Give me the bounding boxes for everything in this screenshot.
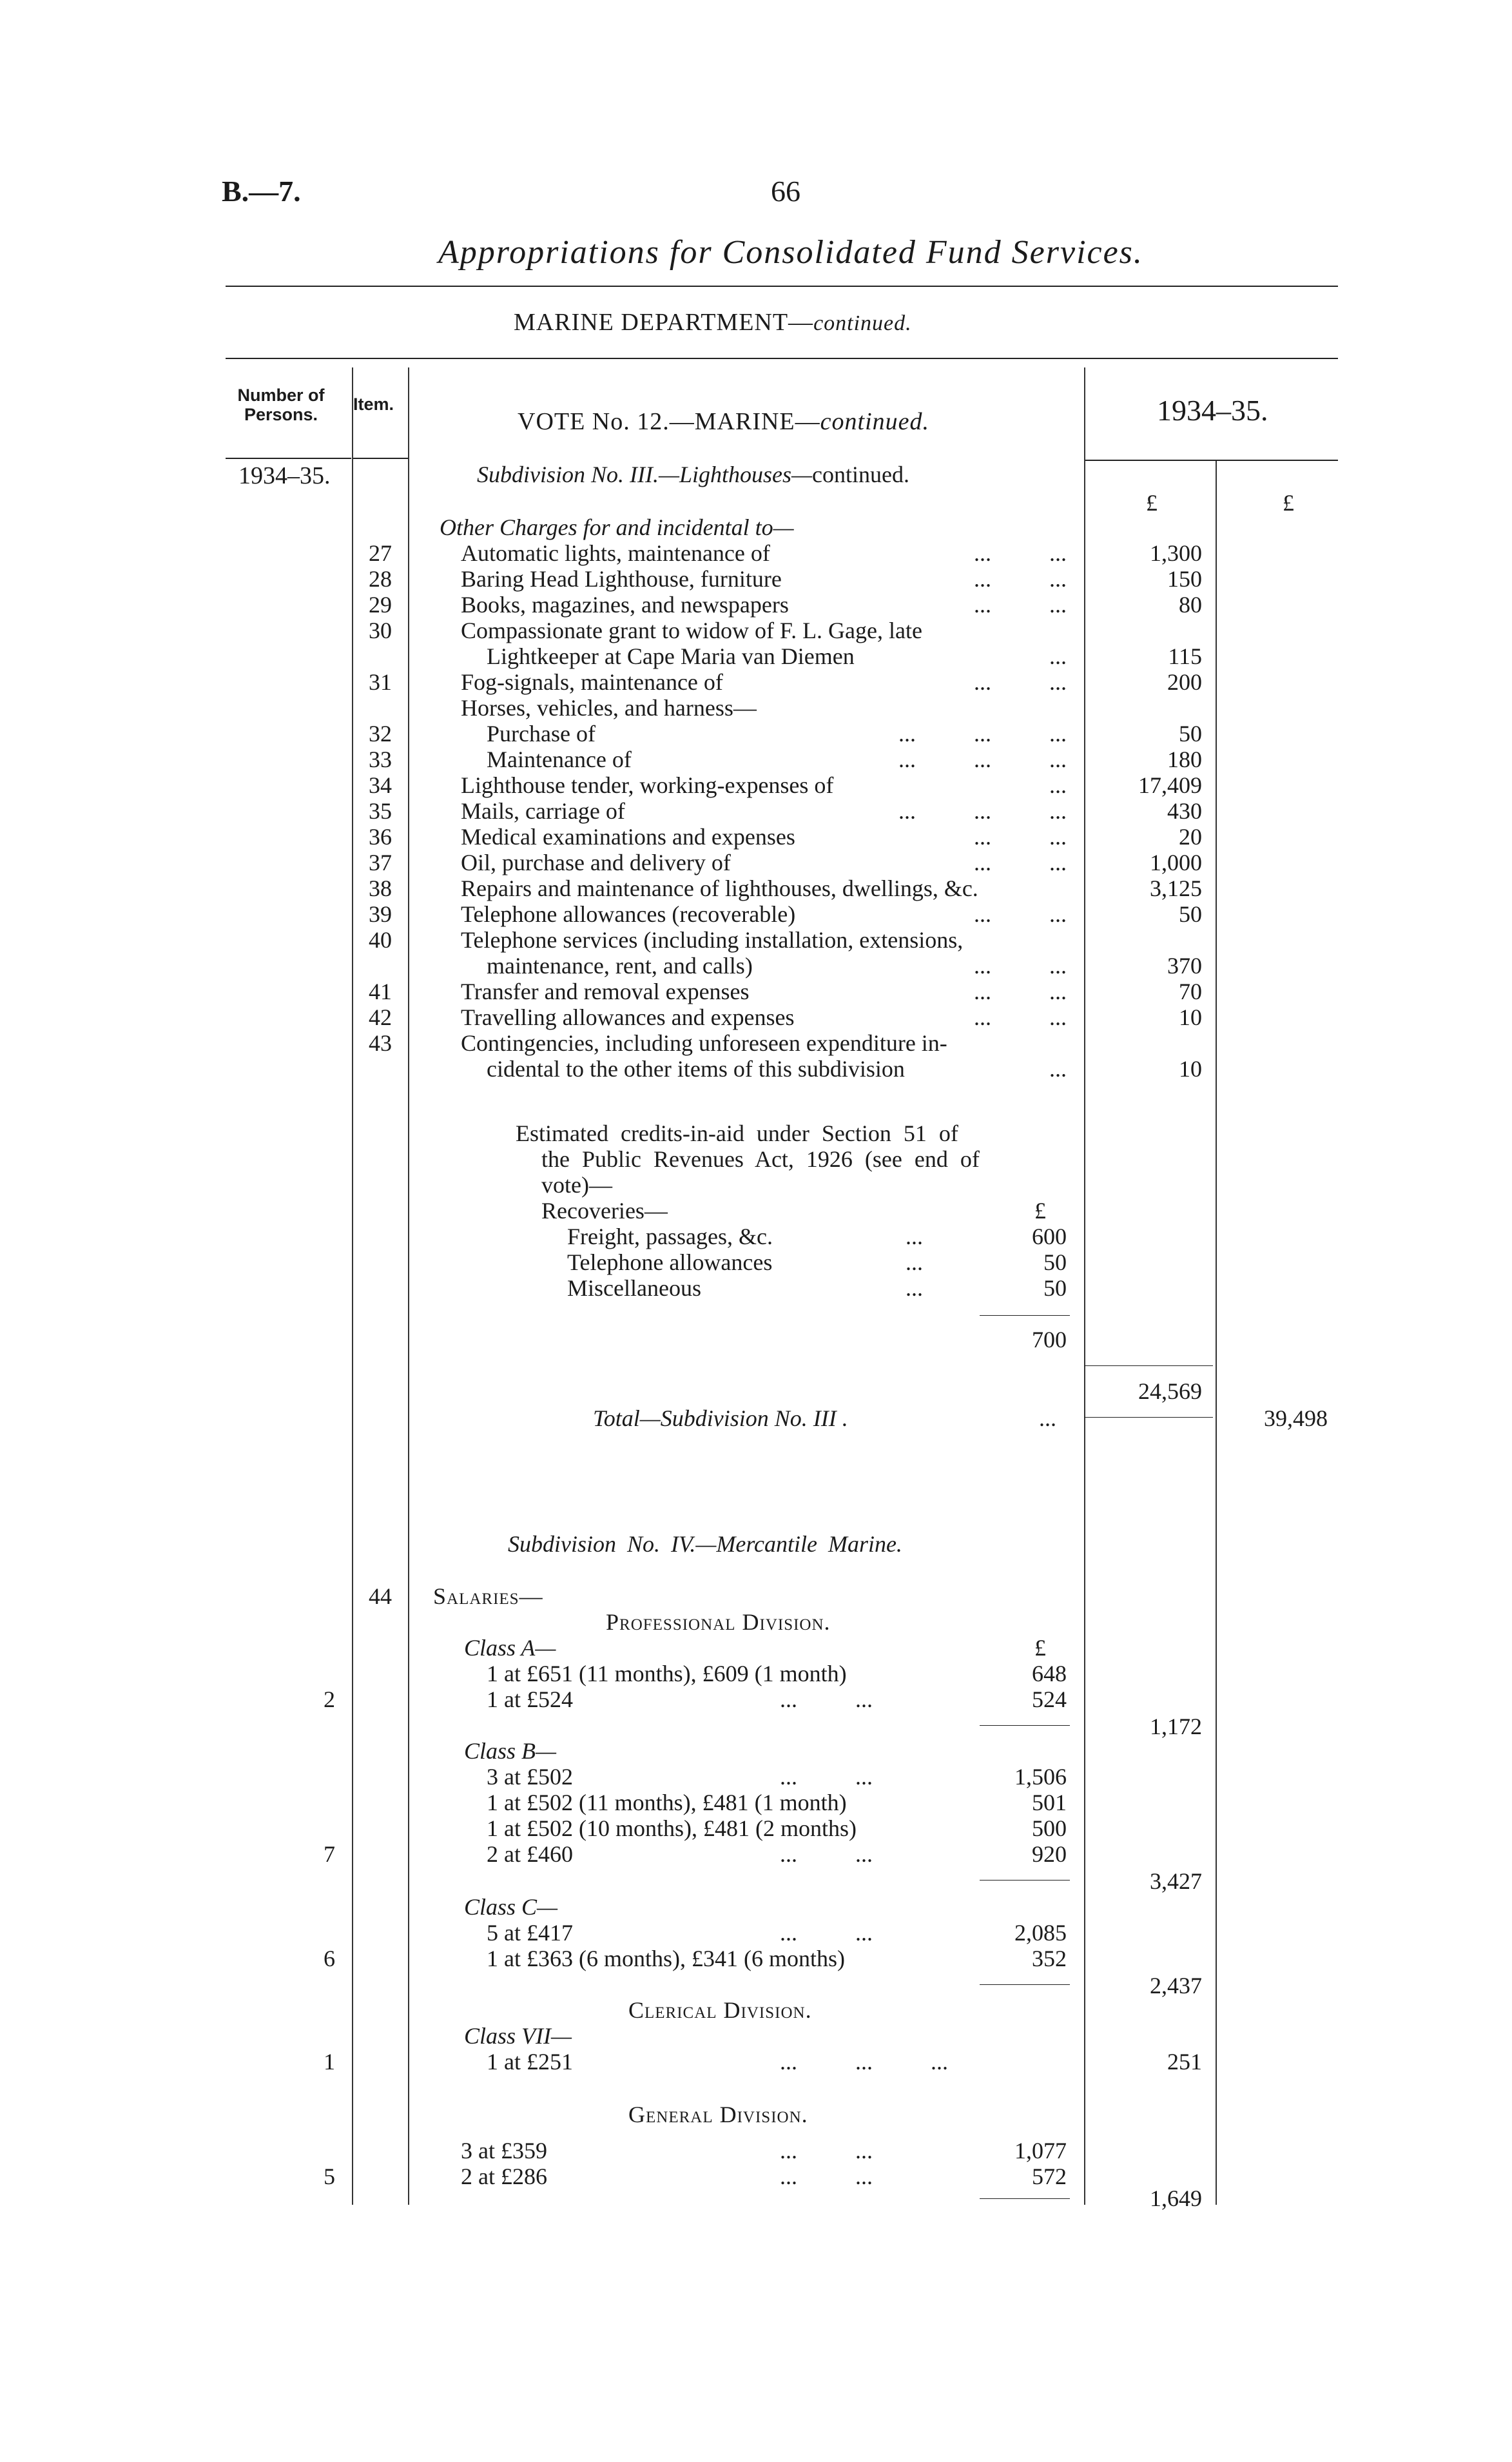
persons-header: Number of Persons.: [237, 386, 325, 424]
item-dots: ...: [1049, 1056, 1067, 1082]
recovery-amount: 50: [1043, 1275, 1067, 1301]
sub4-currency: £: [1034, 1635, 1046, 1661]
class-a-total: 1,172: [1150, 1714, 1202, 1739]
item-label: Lighthouse tender, working-expenses of: [461, 772, 834, 798]
salary-row-amount: 500: [1032, 1815, 1067, 1841]
recovery-amount: 600: [1032, 1224, 1067, 1249]
item-dots: ... ...: [974, 669, 1067, 695]
item-dots: ... ...: [974, 979, 1067, 1004]
salary-row-amount: 1,506: [1014, 1764, 1067, 1790]
sub3-total-dots: ...: [1039, 1405, 1056, 1431]
class-c-label: Class C—: [464, 1894, 558, 1920]
page-ref: B.—7.: [222, 175, 301, 208]
item-label: Fog-signals, maintenance of: [461, 669, 723, 695]
item-dots: ... ... ...: [898, 747, 1067, 772]
item-label: Lightkeeper at Cape Maria van Diemen: [487, 643, 855, 669]
vote-cont: continued.: [820, 408, 929, 435]
page-number: 66: [771, 175, 800, 208]
class-vii-row: 1 at £251: [487, 2049, 573, 2075]
general-total: 1,649: [1150, 2185, 1202, 2211]
general-rule: [980, 2198, 1070, 2199]
class-vii-amount: 251: [1167, 2049, 1202, 2075]
class-vii-label: Class VII—: [464, 2023, 572, 2049]
sub4-item-number: 44: [369, 1583, 392, 1609]
class-c-rule: [980, 1984, 1070, 1985]
credits-total: 700: [1032, 1327, 1067, 1353]
department-heading: [514, 308, 912, 337]
item-number: 39: [369, 901, 392, 927]
item-amount: 50: [1179, 721, 1202, 747]
class-b-persons: 7: [324, 1841, 335, 1867]
sub3-title-cont: continued.: [812, 462, 909, 487]
item-label: Purchase of: [487, 721, 596, 747]
item-number: 36: [369, 824, 392, 850]
class-c-total: 2,437: [1150, 1973, 1202, 1998]
item-label: Books, magazines, and newspapers: [461, 592, 789, 618]
item-label: Automatic lights, maintenance of: [461, 540, 770, 566]
title-rule: [226, 286, 1338, 287]
general-persons: 5: [324, 2164, 335, 2189]
item-label: Maintenance of: [487, 747, 632, 772]
item-number: 28: [369, 566, 392, 592]
sub3-title: [477, 462, 909, 487]
item-number: 27: [369, 540, 392, 566]
general-row-dots: ... ...: [780, 2138, 873, 2164]
vote-header: [518, 407, 929, 436]
item-label: Telephone services (including installation, extensions,: [461, 927, 964, 953]
sub3-title-text: Subdivision No. III.—Lighthouses—: [477, 462, 813, 487]
item-dots: ... ...: [974, 901, 1067, 927]
item-label: Compassionate grant to widow of F. L. Gage, late: [461, 618, 922, 643]
money-header-rule: [1084, 460, 1338, 461]
item-amount: 17,409: [1138, 772, 1202, 798]
salary-row-dots: ... ...: [780, 1920, 873, 1946]
salary-row-amount: 352: [1032, 1946, 1067, 1971]
item-label: Travelling allowances and expenses: [461, 1004, 795, 1030]
item-amount: 10: [1179, 1004, 1202, 1030]
page-title: Appropriations for Consolidated Fund Services.: [438, 234, 1143, 271]
item-amount: 70: [1179, 979, 1202, 1004]
salary-row-text: 1 at £502 (10 months), £481 (2 months): [487, 1815, 857, 1841]
item-label: maintenance, rent, and calls): [487, 953, 753, 979]
sub3-currency-2: £: [1283, 490, 1294, 516]
item-label: Transfer and removal expenses: [461, 979, 750, 1004]
general-row-text: 2 at £286: [461, 2164, 547, 2189]
sub3-currency-1: £: [1146, 490, 1158, 516]
item-label: Oil, purchase and delivery of: [461, 850, 731, 875]
sub3-subtotal: 24,569: [1138, 1378, 1202, 1404]
salary-row-amount: 524: [1032, 1686, 1067, 1712]
item-dots: ... ... ...: [898, 721, 1067, 747]
item-number: 32: [369, 721, 392, 747]
item-label: Telephone allowances (recoverable): [461, 901, 796, 927]
recovery-label: Telephone allowances: [567, 1249, 773, 1275]
recoveries-label: Recoveries—: [541, 1198, 668, 1224]
item-number: 40: [369, 927, 392, 953]
class-vii-persons: 1: [324, 2049, 335, 2075]
sub4-title: Subdivision No. IV.—Mercantile Marine.: [508, 1531, 902, 1557]
credits-line-3: vote)—: [541, 1172, 612, 1198]
class-b-total: 3,427: [1150, 1868, 1202, 1894]
item-dots: ... ...: [974, 566, 1067, 592]
sub3-total: 39,498: [1264, 1405, 1328, 1431]
other-charges-heading: Other Charges for and incidental to—: [440, 514, 794, 540]
item-dots: ... ...: [974, 850, 1067, 875]
credits-line-2: the Public Revenues Act, 1926 (see end of: [541, 1146, 980, 1172]
item-label: Horses, vehicles, and harness—: [461, 695, 757, 721]
salary-row-amount: 2,085: [1014, 1920, 1067, 1946]
general-row-dots: ... ...: [780, 2164, 873, 2189]
item-number: 42: [369, 1004, 392, 1030]
salary-row-dots: ... ...: [780, 1764, 873, 1790]
clerical-division-heading: Clerical Division.: [628, 1997, 812, 2023]
salary-row-dots: ... ...: [780, 1841, 873, 1867]
item-header-rule: [353, 458, 409, 459]
item-number: 29: [369, 592, 392, 618]
recovery-dots: ...: [906, 1249, 923, 1275]
item-amount: 3,125: [1150, 875, 1202, 901]
item-header: Item.: [353, 395, 394, 414]
credits-rule: [980, 1315, 1070, 1316]
credits-line-1: Estimated credits-in-aid under Section 51 of: [516, 1120, 958, 1146]
class-b-label: Class B—: [464, 1738, 557, 1764]
salary-row-text: 1 at £363 (6 months), £341 (6 months): [487, 1946, 845, 1971]
item-dots: ... ...: [974, 592, 1067, 618]
item-amount: 80: [1179, 592, 1202, 618]
class-a-label: Class A—: [464, 1635, 556, 1661]
item-number: 30: [369, 618, 392, 643]
item-amount: 180: [1167, 747, 1202, 772]
salary-row-text: 2 at £460: [487, 1841, 573, 1867]
table-top-rule: [226, 358, 1338, 359]
general-row-amount: 572: [1032, 2164, 1067, 2189]
class-a-rule: [980, 1725, 1070, 1726]
salary-row-dots: ... ...: [780, 1686, 873, 1712]
item-number: 33: [369, 747, 392, 772]
vote-title: VOTE No. 12.—MARINE—: [518, 408, 820, 435]
salary-row-amount: 501: [1032, 1790, 1067, 1815]
recoveries-currency: £: [1034, 1198, 1046, 1224]
salary-row-text: 1 at £502 (11 months), £481 (1 month): [487, 1790, 847, 1815]
salary-row-text: 3 at £502: [487, 1764, 573, 1790]
salary-row-text: 1 at £524: [487, 1686, 573, 1712]
department-name: MARINE DEPARTMENT—: [514, 309, 814, 336]
salaries-heading: Salaries—: [433, 1583, 543, 1609]
item-column-rule: [408, 367, 409, 2205]
item-label: Contingencies, including unforeseen expenditure in-: [461, 1030, 947, 1056]
subtotal-rule-bottom: [1084, 1417, 1213, 1418]
item-amount: 115: [1168, 643, 1202, 669]
item-label: Baring Head Lighthouse, furniture: [461, 566, 782, 592]
item-amount: 1,300: [1150, 540, 1202, 566]
item-label: cidental to the other items of this subdivision: [487, 1056, 905, 1082]
item-amount: 150: [1167, 566, 1202, 592]
sub3-total-label: Total—Subdivision No. III .: [593, 1405, 848, 1431]
general-row-text: 3 at £359: [461, 2138, 547, 2164]
salary-row-amount: 920: [1032, 1841, 1067, 1867]
item-dots: ...: [1049, 643, 1067, 669]
year-header: 1934–35.: [1157, 394, 1268, 427]
general-division-heading: General Division.: [628, 2102, 808, 2127]
item-dots: ...: [1049, 772, 1067, 798]
class-vii-dots: ... ... ...: [780, 2049, 948, 2075]
salary-row-amount: 648: [1032, 1661, 1067, 1686]
class-a-persons: 2: [324, 1686, 335, 1712]
class-b-rule: [980, 1880, 1070, 1881]
class-c-persons: 6: [324, 1946, 335, 1971]
recovery-amount: 50: [1043, 1249, 1067, 1275]
recovery-label: Freight, passages, &c.: [567, 1224, 773, 1249]
item-number: 31: [369, 669, 392, 695]
persons-year: 1934–35.: [238, 462, 331, 489]
item-dots: ... ...: [974, 824, 1067, 850]
persons-header-rule: [226, 458, 351, 459]
recovery-label: Miscellaneous: [567, 1275, 701, 1301]
item-amount: 200: [1167, 669, 1202, 695]
item-dots: ... ...: [974, 1004, 1067, 1030]
general-row-amount: 1,077: [1014, 2138, 1067, 2164]
item-amount: 1,000: [1150, 850, 1202, 875]
item-dots: ... ...: [974, 540, 1067, 566]
item-amount: 20: [1179, 824, 1202, 850]
item-number: 41: [369, 979, 392, 1004]
item-amount: 10: [1179, 1056, 1202, 1082]
salary-row-text: 5 at £417: [487, 1920, 573, 1946]
item-label: Medical examinations and expenses: [461, 824, 795, 850]
department-cont: continued.: [813, 311, 912, 335]
item-amount: 50: [1179, 901, 1202, 927]
recovery-dots: ...: [906, 1275, 923, 1301]
recovery-dots: ...: [906, 1224, 923, 1249]
item-number: 34: [369, 772, 392, 798]
money-column-rule: [1084, 367, 1085, 2205]
item-label: Mails, carriage of: [461, 798, 625, 824]
item-amount: 430: [1167, 798, 1202, 824]
item-number: 35: [369, 798, 392, 824]
item-dots: ... ...: [974, 953, 1067, 979]
salary-row-text: 1 at £651 (11 months), £609 (1 month): [487, 1661, 847, 1686]
item-dots: ... ... ...: [898, 798, 1067, 824]
item-number: 43: [369, 1030, 392, 1056]
item-amount: 370: [1167, 953, 1202, 979]
item-number: 38: [369, 875, 392, 901]
money-inner-rule: [1216, 461, 1217, 2205]
professional-division-heading: Professional Division.: [606, 1609, 831, 1635]
item-number: 37: [369, 850, 392, 875]
subtotal-rule-top: [1084, 1365, 1213, 1366]
item-label: Repairs and maintenance of lighthouses, dwellings, &c.: [461, 875, 978, 901]
